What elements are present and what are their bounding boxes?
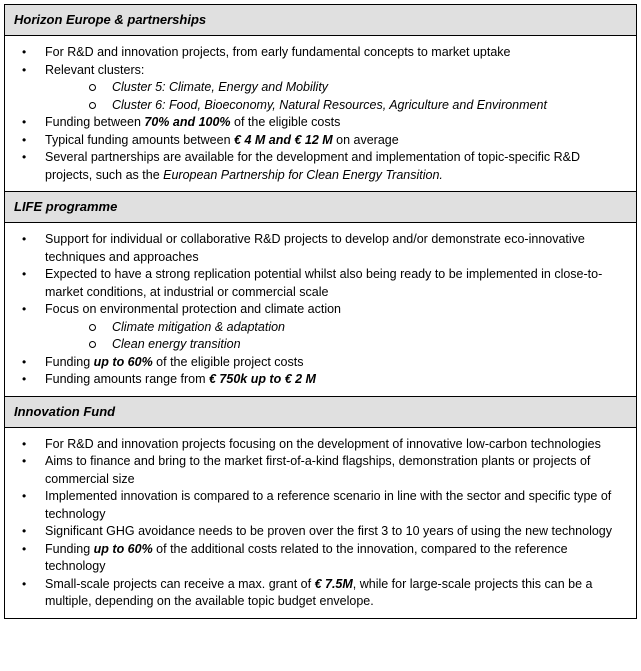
text-run: of the additional costs related to the innovation, compared to the reference technology	[45, 541, 568, 573]
text-run: of the eligible project costs	[152, 354, 304, 369]
emphasis: 70% and 100%	[144, 115, 231, 129]
italic-text: European Partnership for Clean Energy Transition.	[163, 167, 443, 182]
list-item: • Expected to have a strong replication potential whilst also being ready to be implemented in close-to-market conditions, at industrial or commercial scale	[5, 266, 636, 301]
emphasis: € 4 M and € 12 M	[234, 132, 333, 147]
text-run: Several partnerships are available for the development and implementation of topic-specific R&D projects, such as the	[45, 150, 581, 182]
bullet-list	[5, 436, 636, 611]
list-item	[5, 132, 636, 150]
bullet-list	[5, 44, 636, 184]
text-run: , while for large-scale projects this can be a multiple, depending on the available topic budget envelope.	[45, 576, 593, 608]
list-item	[5, 149, 636, 184]
sub-list-item: Cluster 6: Food, Bioeconomy, Natural Resources, Agriculture and Environment	[5, 97, 636, 115]
text-run: of the eligible costs	[230, 115, 341, 129]
section-body-life-programme	[5, 223, 636, 397]
list-item	[5, 541, 636, 576]
text-run: Typical funding amounts between	[45, 132, 235, 147]
text-run: Small-scale projects can receive a max. grant of	[45, 576, 315, 591]
list-item: • Aims to finance and bring to the market first-of-a-kind flagships, demonstration plants or projects of commercial size	[5, 453, 636, 488]
list-item: • Implemented innovation is compared to a reference scenario in line with the sector and specific type of technology	[5, 488, 636, 523]
text-run: Funding	[45, 354, 94, 369]
text-run: Funding	[45, 541, 94, 556]
funding-table	[4, 4, 637, 619]
section-header-life-programme: LIFE programme	[5, 192, 636, 223]
text-run: on average	[332, 132, 399, 147]
section-body-horizon-europe	[5, 36, 636, 192]
list-item: • For R&D and innovation projects focusing on the development of innovative low-carbon technologies	[5, 436, 636, 454]
text-run: Funding amounts range from	[45, 372, 209, 386]
emphasis: € 750k up to € 2 M	[208, 372, 316, 386]
sub-list-item: Climate mitigation & adaptation	[5, 319, 636, 337]
list-item	[5, 576, 636, 611]
list-item: • Relevant clusters:	[5, 62, 636, 80]
text-run: Funding between	[45, 115, 145, 129]
list-item: • Significant GHG avoidance needs to be proven over the first 3 to 10 years of using the new technology	[5, 523, 636, 541]
sub-list-item: Clean energy transition	[5, 336, 636, 354]
sub-list-item: Cluster 5: Climate, Energy and Mobility	[5, 79, 636, 97]
emphasis: up to 60%	[93, 541, 153, 556]
bullet-list	[5, 231, 636, 389]
list-item	[5, 371, 636, 389]
list-item: • For R&D and innovation projects, from early fundamental concepts to market uptake	[5, 44, 636, 62]
section-body-innovation-fund	[5, 428, 636, 618]
section-header-horizon-europe: Horizon Europe & partnerships	[5, 5, 636, 36]
emphasis: € 7.5M	[314, 576, 353, 591]
list-item	[5, 114, 636, 132]
list-item	[5, 354, 636, 372]
list-item: • Focus on environmental protection and climate action	[5, 301, 636, 319]
list-item: • Support for individual or collaborative R&D projects to develop and/or demonstrate eco-innovative techniques and approaches	[5, 231, 636, 266]
emphasis: up to 60%	[93, 354, 153, 369]
section-header-innovation-fund: Innovation Fund	[5, 397, 636, 428]
